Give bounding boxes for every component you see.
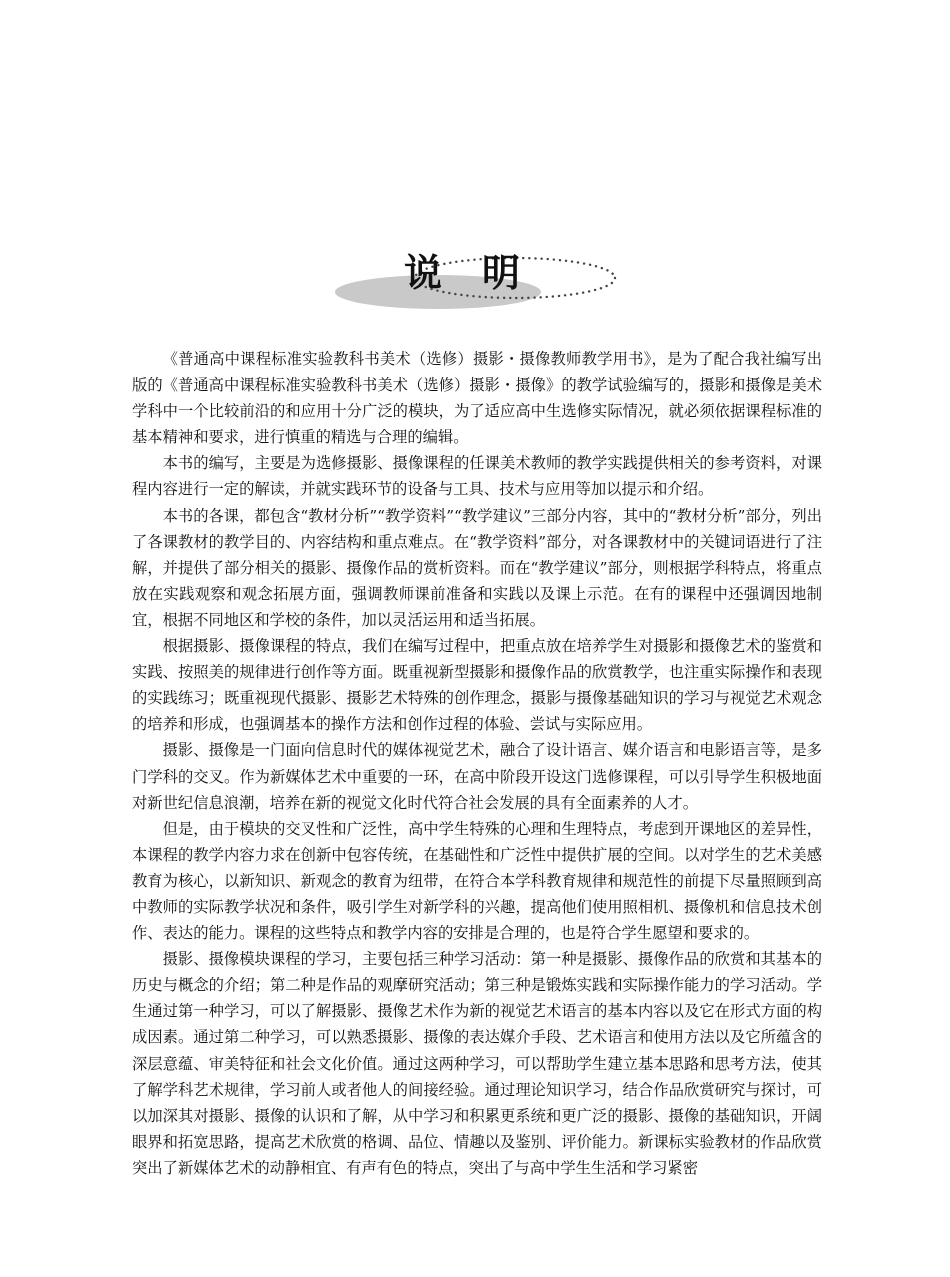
paragraph: 根据摄影、摄像课程的特点，我们在编写过程中，把重点放在培养学生对摄影和摄像艺术的鉴赏和实践、按照美的规律进行创作等方面。既重视新型摄影和摄像作品的欣赏教学，也注重实际操作和表现的实践练习；既重视现代摄影、摄影艺术特殊的创作理念，摄影与摄像基础知识的学习与视觉艺术观念的培养和形成，也强调基本的操作方法和创作过程的体验、尝试与实际应用。	[132, 637, 822, 734]
title-block	[330, 242, 630, 317]
paragraph: 但是，由于模块的交叉性和广泛性，高中学生特殊的心理和生理特点，考虑到开课地区的差异性，本课程的教学内容力求在创新中包容传统，在基础性和广泛性中提供扩展的空间。以对学生的艺术美感教育为核心，以新知识、新观念的教育为纽带，在符合本学科教育规律和规范性的前提下尽量照顾到高中教师的实际教学状况和条件，吸引学生对新学科的兴趣，提高他们使用照相机、摄像机和信息技术创作、表达的能力。课程的这些特点和教学内容的安排是合理的，也是符合学生愿望和要求的。	[132, 819, 822, 943]
body-text	[132, 346, 822, 1181]
paragraph: 本书的编写，主要是为选修摄影、摄像课程的任课美术教师的教学实践提供相关的参考资料，对课程内容进行一定的解读，并就实践环节的设备与工具、技术与应用等加以提示和介绍。	[132, 454, 822, 499]
paragraph: 摄影、摄像是一门面向信息时代的媒体视觉艺术，融合了设计语言、媒介语言和电影语言等，是多门学科的交叉。作为新媒体艺术中重要的一环，在高中阶段开设这门选修课程，可以引导学生积极地面对新世纪信息浪潮，培养在新的视觉文化时代符合社会发展的具有全面素养的人才。	[132, 741, 822, 812]
paragraph: 本书的各课，都包含“教材分析”“教学资料”“教学建议”三部分内容，其中的“教材分析”部分，列出了各课教材的教学目的、内容结构和重点难点。在“教学资料”部分，对各课教材中的关键词语进行了注解，并提供了部分相关的摄影、摄像作品的赏析资料。而在“教学建议”部分，则根据学科特点，将重点放在实践观察和观念拓展方面，强调教师课前准备和实践以及课上示范。在有的课程中还强调因地制宜，根据不同地区和学校的条件，加以灵活运用和适当拓展。	[132, 506, 822, 629]
page-title: 说明	[404, 251, 561, 295]
paragraph: 摄影、摄像模块课程的学习，主要包括三种学习活动：第一种是摄影、摄像作品的欣赏和其基本的历史与概念的介绍；第二种是作品的观摩研究活动；第三种是锻炼实践和实际操作能力的学习活动。学生通过第一种学习，可以了解摄影、摄像艺术作为新的视觉艺术语言的基本内容以及它在形式方面的构成因素。通过第二种学习，可以熟悉摄影、摄像的表达媒介手段、艺术语言和使用方法以及它所蕴含的深层意蕴、审美特征和社会文化价值。通过这两种学习，可以帮助学生建立基本思路和思考方法，使其了解学科艺术规律，学习前人或者他人的间接经验。通过理论知识学习，结合作品欣赏研究与探讨，可以加深其对摄影、摄像的认识和了解，从中学习和积累更系统和更广泛的摄影、摄像的基础知识，开阔眼界和拓宽思路，提高艺术欣赏的格调、品位、情趣以及鉴别、评价能力。新课标实验教材的作品欣赏突出了新媒体艺术的动静相宜、有声有色的特点，突出了与高中学生生活和学习紧密	[132, 950, 822, 1177]
paragraph: 《普通高中课程标准实验教科书美术（选修）摄影・摄像教师教学用书》，是为了配合我社编写出版的《普通高中课程标准实验教科书美术（选修）摄影・摄像》的教学试验编写的，摄影和摄像是美术学科中一个比较前沿的和应用十分广泛的模块，为了适应高中生选修实际情况，就必须依据课程标准的基本精神和要求，进行慎重的精选与合理的编辑。	[132, 350, 822, 447]
